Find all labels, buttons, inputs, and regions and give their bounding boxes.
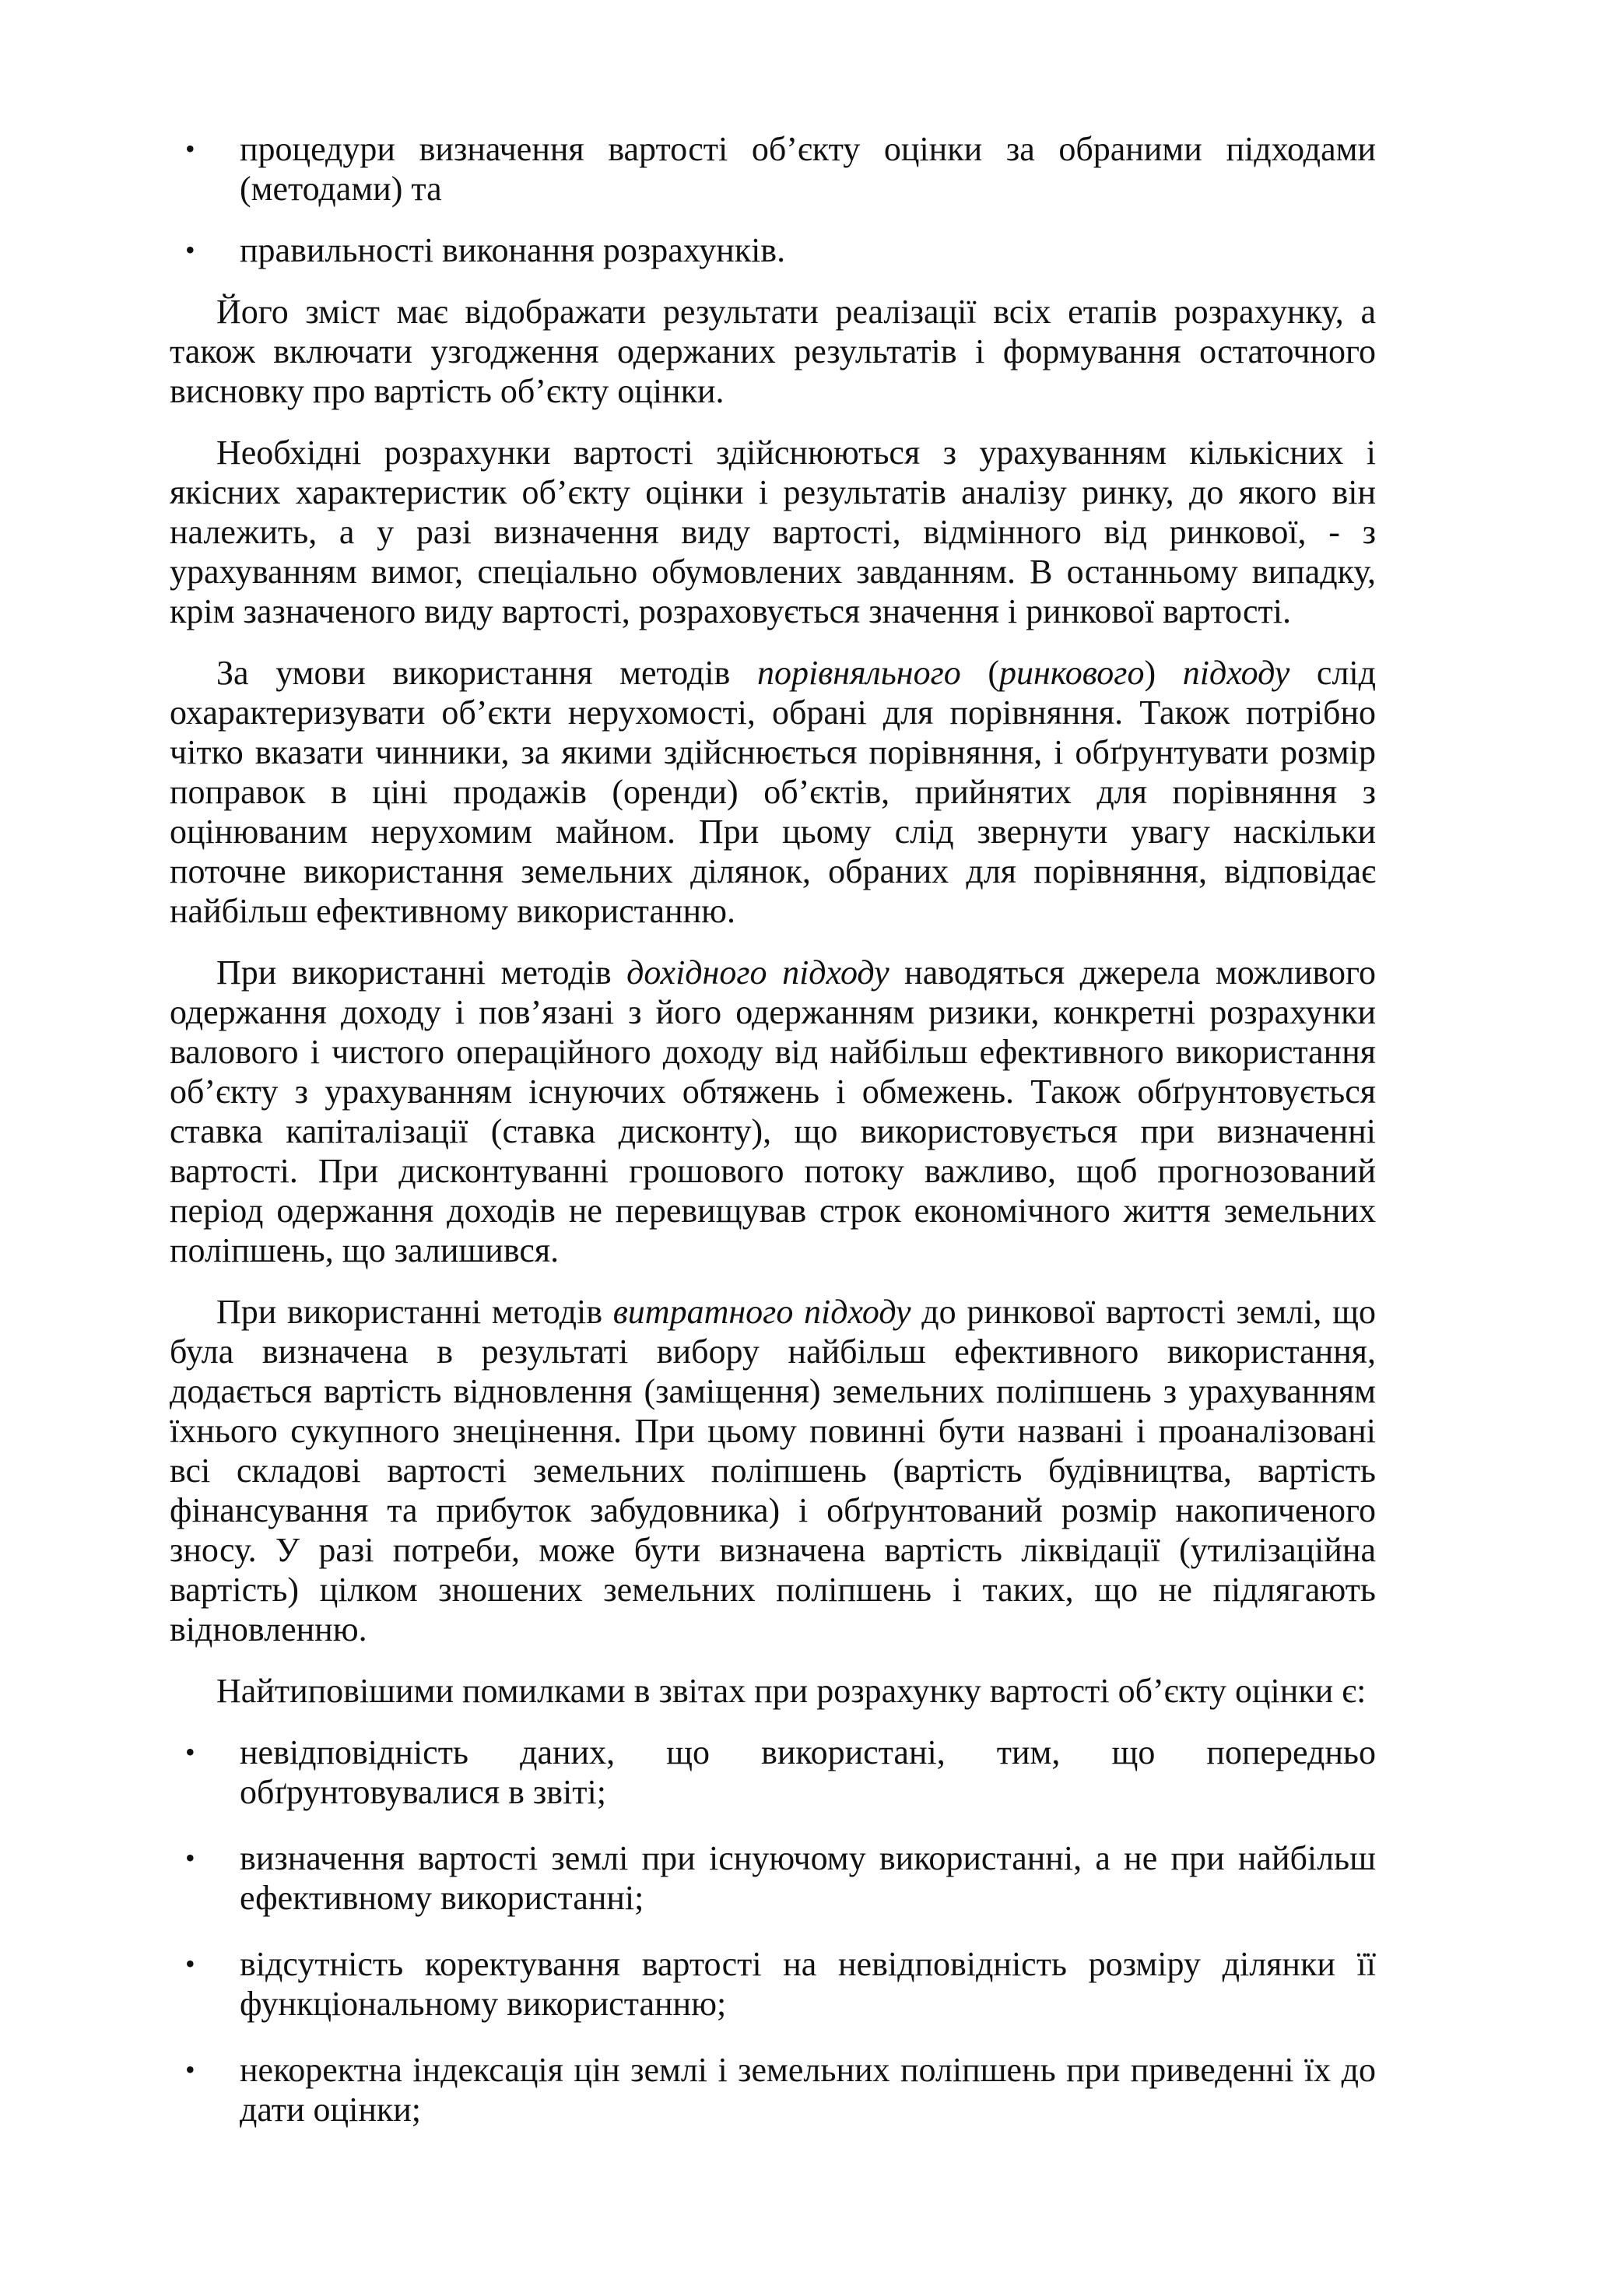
- list-item: [170, 1944, 1376, 2024]
- bullet-icon: •: [185, 1948, 195, 1979]
- text-run: За умови використання методів: [216, 654, 757, 692]
- body-paragraph: [170, 433, 1376, 631]
- italic-text-run: дохідного підходу: [626, 953, 889, 992]
- list-item: [170, 129, 1376, 209]
- text-run: (: [960, 654, 1000, 692]
- list-item: [170, 1733, 1376, 1812]
- bullet-icon: •: [185, 1842, 195, 1873]
- body-paragraph: [170, 953, 1376, 1270]
- italic-text-run: підходу: [1182, 654, 1290, 692]
- list-item: [170, 1838, 1376, 1918]
- list-item-text: правильності виконання розрахунків.: [240, 231, 786, 269]
- italic-text-run: порівняльного: [756, 654, 961, 692]
- list-item: [170, 230, 1376, 270]
- body-paragraphs: [170, 292, 1376, 1711]
- body-paragraph: [170, 653, 1376, 931]
- italic-text-run: ринкового: [999, 654, 1145, 692]
- list-item: [170, 2050, 1376, 2129]
- top-bullet-list: [170, 129, 1376, 270]
- text-run: слід охарактеризувати об’єкти нерухомості, обрані для порівняння. Також потрібно чітко вказати чинники, за якими здійснюється порівняння, і обґрунтувати розмір поправок в ціні продажів (оренди) об’єктів, прийнятих для порівняння з оцінюваним нерухомим майном. При цьому слід звернути увагу наскільки поточне використання земельних ділянок, обраних для порівняння, відповідає найбільш ефективному використанню.: [170, 654, 1377, 930]
- bullet-icon: •: [185, 1736, 195, 1768]
- list-item-text: невідповідність даних, що використані, тим, що попередньо обґрунтовувалися в звіті;: [240, 1733, 1376, 1811]
- bullet-icon: •: [185, 2054, 195, 2085]
- bullet-icon: •: [185, 133, 195, 164]
- text-run: до ринкової вартості землі, що була визначена в результаті вибору найбільш ефективного використання, додається вартість відновлення (заміщення) земельних поліпшень з урахуванням їхнього сукупного знецінення. При цьому повинні бути названі і проаналізовані всі складові вартості земельних поліпшень (вартість будівництва, вартість фінансування та прибуток забудовника) і обґрунтований розмір накопиченого зносу. У разі потреби, може бути визначена вартість ліквідації (утилізаційна вартість) цілком зношених земельних поліпшень і таких, що не підлягають відновленню.: [170, 1293, 1377, 1648]
- bottom-bullet-list: [170, 1733, 1376, 2129]
- text-run: Його зміст має відображати результати реалізації всіх етапів розрахунку, а також включати узгодження одержаних результатів і формування остаточного висновку про вартість об’єкту оцінки.: [170, 293, 1376, 410]
- body-paragraph: [170, 1671, 1376, 1711]
- text-run: Найтиповішими помилками в звітах при розрахунку вартості об’єкту оцінки є:: [216, 1672, 1367, 1710]
- bullet-icon: •: [185, 234, 195, 265]
- list-item-text: визначення вартості землі при існуючому використанні, а не при найбільш ефективному використанні;: [240, 1839, 1376, 1917]
- body-paragraph: [170, 292, 1376, 411]
- text-run: При використанні методів: [216, 1293, 613, 1331]
- page-content: [170, 129, 1376, 2156]
- text-run: Необхідні розрахунки вартості здійснюються з урахуванням кількісних і якісних характеристик об’єкту оцінки і результатів аналізу ринку, до якого він належить, а у разі визначення виду вартості, відмінного від ринкової, - з урахуванням вимог, спеціально обумовлених завданням. В останньому випадку, крім зазначеного виду вартості, розраховується значення і ринкової вартості.: [170, 434, 1376, 630]
- list-item-text: відсутність коректування вартості на невідповідність розміру ділянки її функціональному використанню;: [240, 1945, 1376, 2023]
- text-run: наводяться джерела можливого одержання доходу і пов’язані з його одержанням ризики, конкретні розрахунки валового і чистого операційного доходу від найбільш ефективного використання об’єкту з урахуванням існуючих обтяжень і обмежень. Також обґрунтовується ставка капіталізації (ставка дисконту), що використовується при визначенні вартості. При дисконтуванні грошового потоку важливо, щоб прогнозований період одержання доходів не перевищував строк економічного життя земельних поліпшень, що залишився.: [170, 953, 1376, 1269]
- list-item-text: процедури визначення вартості об’єкту оцінки за обраними підходами (методами) та: [240, 130, 1376, 208]
- list-item-text: некоректна індексація цін землі і земельних поліпшень при приведенні їх до дати оцінки;: [240, 2051, 1376, 2129]
- text-run: При використанні методів: [216, 953, 627, 992]
- text-run: ): [1144, 654, 1183, 692]
- italic-text-run: витратного підходу: [612, 1293, 911, 1331]
- body-paragraph: [170, 1292, 1376, 1649]
